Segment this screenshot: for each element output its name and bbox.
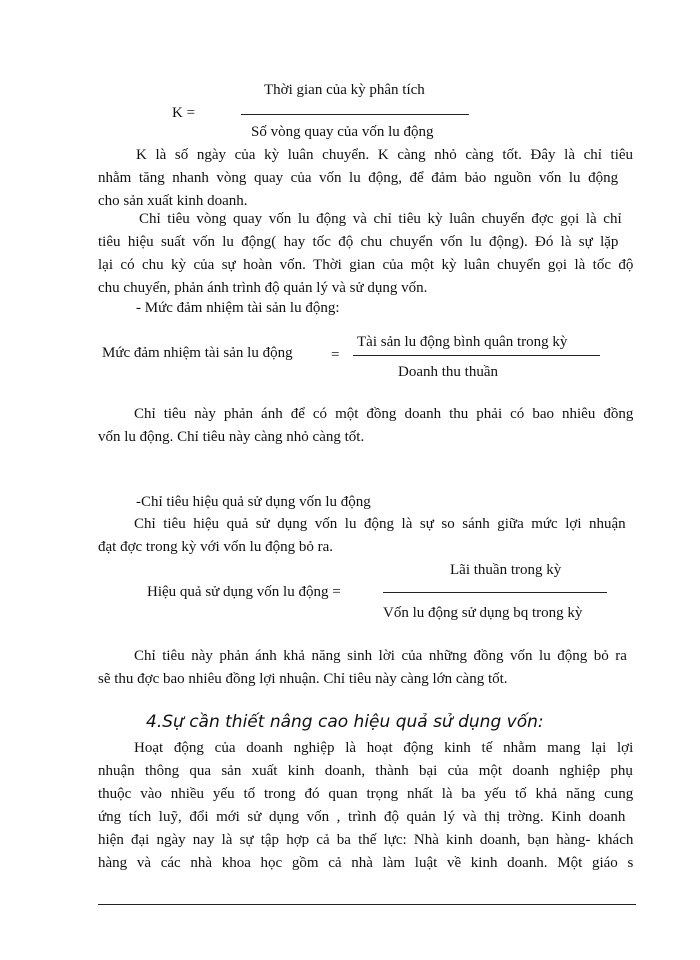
para3-line1: Chỉ tiêu này phản ánh để có một đồng doanh thu phải có bao nhiêu đồng	[134, 406, 634, 422]
formula-mdn-numerator: Tài sản lu động bình quân trong kỳ	[357, 334, 568, 350]
para5-line1: Chỉ tiêu này phản ánh khả năng sinh lời của những đồng vốn lu động bỏ ra	[134, 648, 627, 664]
para1-line1: K là số ngày của kỳ luân chuyển. K càng nhỏ càng tốt. Đây là chỉ tiêu	[136, 147, 634, 163]
para6-line3: thuộc vào nhiều yếu tố trong đó quan trọng nhất là ba yếu tố khả năng cung	[98, 786, 634, 802]
formula-mdn-fraction-bar	[353, 355, 600, 356]
bullet-muc-dam-nhiem: - Mức đảm nhiệm tài sản lu động:	[136, 300, 340, 316]
formula-mdn-label: Mức đảm nhiệm tài sản lu động	[102, 345, 293, 361]
para5-line2: sẽ thu đợc bao nhiêu đồng lợi nhuận. Chỉ tiêu này càng lớn càng tốt.	[98, 671, 508, 687]
formula-hq-numerator: Lãi thuần trong kỳ	[450, 562, 562, 578]
formula-hq-fraction-bar	[383, 592, 607, 593]
para2-line3: lại có chu kỳ của sự hoàn vốn. Thời gian của một kỳ luân chuyển gọi là tốc độ	[98, 257, 634, 273]
formula-k-numerator: Thời gian của kỳ phân tích	[264, 82, 425, 98]
para6-line4: ứng tích luỹ, đổi mới sử dụng vốn , trình độ quản lý và thị trờng. Kinh doanh	[98, 809, 626, 825]
para1-line2: nhằm tăng nhanh vòng quay của vốn lu động, để đảm bảo nguồn vốn lu động	[98, 170, 619, 186]
formula-hq-denominator: Vốn lu động sử dụng bq trong kỳ	[383, 605, 583, 621]
para2-line4: chu chuyển, phản ánh trình độ quản lý và sử dụng vốn.	[98, 280, 428, 296]
footer-rule	[98, 904, 636, 905]
formula-hq-label: Hiệu quả sử dụng vốn lu động =	[147, 584, 341, 600]
para4-line2: đạt đợc trong kỳ với vốn lu động bỏ ra.	[98, 539, 333, 555]
bullet-hieu-qua: -Chỉ tiêu hiệu quả sử dụng vốn lu động	[136, 494, 371, 510]
para6-line5: hiện đại ngày nay là sự tập hợp cả ba thế lực: Nhà kinh doanh, bạn hàng- khách	[98, 832, 634, 848]
formula-k-denominator: Số vòng quay của vốn lu động	[251, 124, 434, 140]
formula-k-fraction-bar	[241, 114, 469, 115]
formula-mdn-denominator: Doanh thu thuần	[398, 364, 498, 380]
para6-line6: hàng và các nhà khoa học gồm cả nhà làm luật về kinh doanh. Một giáo s	[98, 855, 634, 871]
para4-line1: Chỉ tiêu hiệu quả sử dụng vốn lu động là sự so sánh giữa mức lợi nhuận	[134, 516, 626, 532]
formula-mdn-equals: =	[331, 347, 340, 363]
para2-line1: Chỉ tiêu vòng quay vốn lu động và chỉ tiêu kỳ luân chuyển đợc gọi là chỉ	[139, 211, 622, 227]
para3-line2: vốn lu động. Chỉ tiêu này càng nhỏ càng tốt.	[98, 429, 365, 445]
para6-line1: Hoạt động của doanh nghiệp là hoạt động kinh tế nhằm mang lại lợi	[134, 740, 634, 756]
para2-line2: tiêu hiệu suất vốn lu động( hay tốc độ chu chuyển vốn lu động). Đó là sự lặp	[98, 234, 619, 250]
section-heading: 4.Sự cần thiết nâng cao hiệu quả sử dụng vốn:	[146, 712, 544, 732]
formula-k-symbol: K =	[172, 105, 196, 121]
para6-line2: nhuận thông qua sản xuất kinh doanh, thành bại của một doanh nghiệp phụ	[98, 763, 633, 779]
para1-line3: cho sản xuất kinh doanh.	[98, 193, 248, 209]
